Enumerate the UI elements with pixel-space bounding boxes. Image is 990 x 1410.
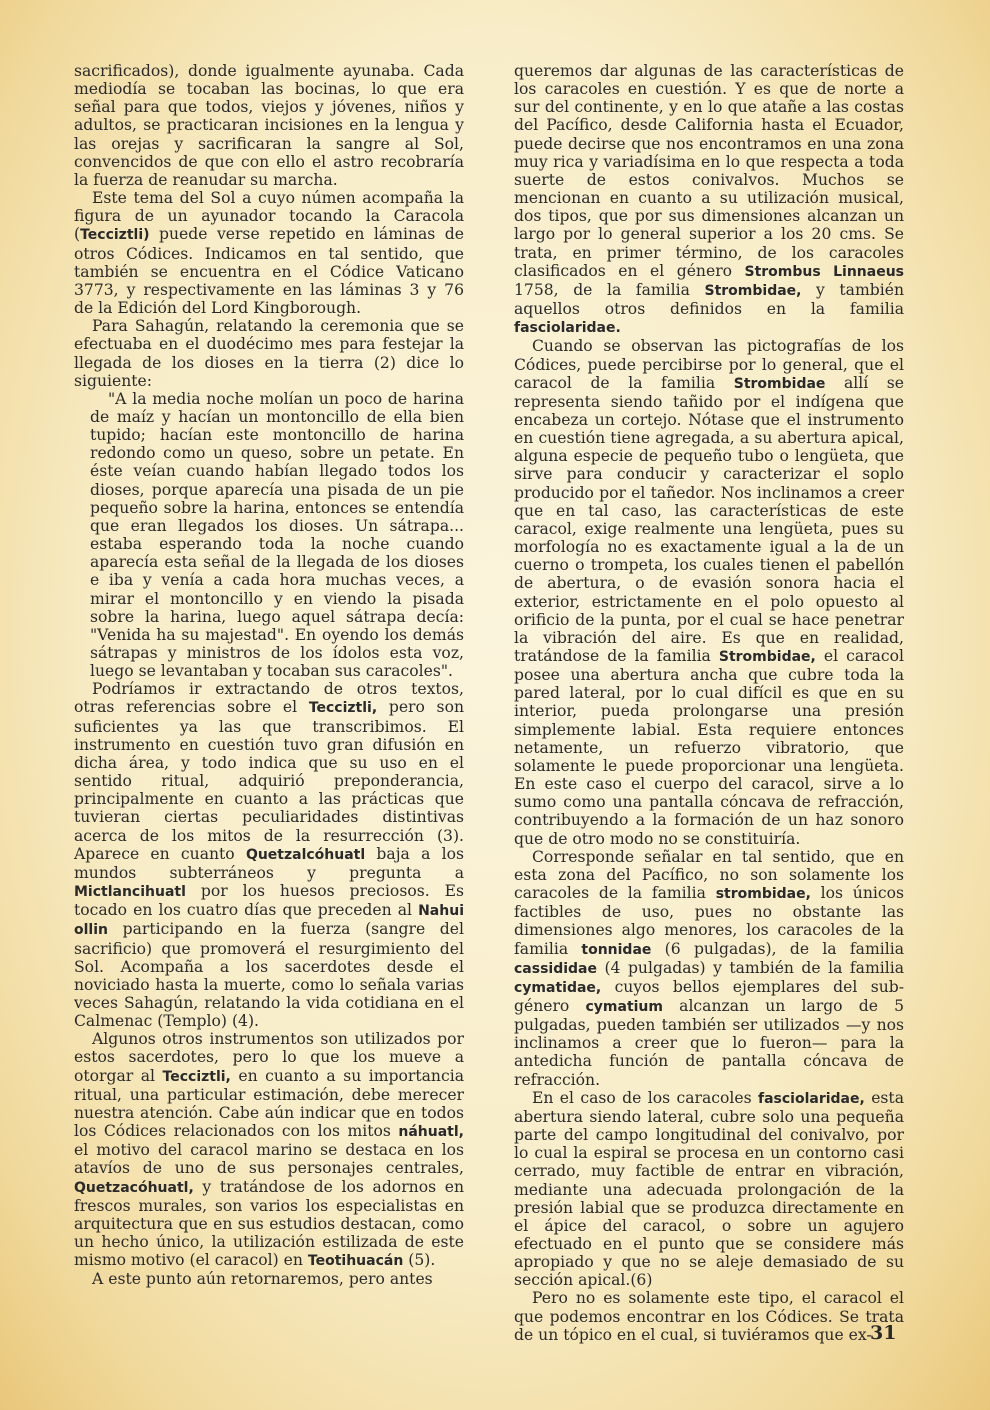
- text-run: Este tema del Sol a cuyo númen acompaña la figura de un ayunador tocando la Caracola (: [74, 189, 464, 244]
- emphasis-term: Strombus Linnaeus: [744, 263, 904, 280]
- text-run: pero son suficientes ya las que transcribimos. El instrumento en cuestión tuvo gran difusión en dicha área, y todo indica que su uso en el sentido ritual, adquirió preponderancia, principalmente en cuanto a las prácticas que tuvieran ciertas peculiaridades distintivas acerca de los mitos de la resurrección (3). Aparece en cuanto: [74, 698, 464, 863]
- text-run: (6 pulgadas), de la familia: [651, 939, 904, 958]
- text-run: Podríamos ir extractando de otros textos, otras referencias sobre el: [74, 680, 464, 717]
- page-number: 31: [870, 1322, 897, 1344]
- emphasis-term: fasciolaridae,: [758, 1090, 865, 1107]
- emphasis-term: Quetzalcóhuatl: [245, 846, 366, 863]
- text-run: esta abertura siendo lateral, cubre solo una pequeña parte del campo longitudinal del conivalvo, por lo cual la espiral se procesa en un contorno casi cerrado, muy factible de entrar en vibración, mediante una adecuada prolongación de la presión labial que se produzca directamente en el ápice del caracol, o sobre un agujero efectuado en el punto que se considere más apropiado y que no se aleje demasiado de su sección apical.(6): [514, 1088, 904, 1290]
- emphasis-term: strombidae,: [715, 886, 811, 903]
- emphasis-term: cymatium: [585, 998, 663, 1015]
- emphasis-term: Strombidae,: [704, 282, 802, 299]
- text-run: y tratándose de los adornos en frescos murales, son varios los especialistas en arquitectura que en sus estudios destacan, como un hecho único, la utilización estilizada de este mismo motivo (el caracol) en: [74, 1177, 464, 1270]
- text-run: baja a los mundos subterráneos y pregunta a: [74, 844, 464, 882]
- text-run: alcanzan un largo de 5 pulgadas, pueden también ser utilizados —y nos inclinamos a creer que lo fueron— para la antedicha función de pantalla cóncava de refracción.: [514, 996, 905, 1089]
- paragraph: [74, 1030, 464, 1270]
- emphasis-term: cymatidae,: [514, 979, 602, 996]
- emphasis-term: Teotihuacán: [307, 1253, 404, 1270]
- emphasis-term: náhuatl,: [398, 1124, 464, 1141]
- paragraph: [514, 1089, 904, 1290]
- text-run: por los huesos preciosos. Es tocado en los cuatro días que preceden al: [74, 882, 464, 920]
- text-run: Algunos otros instrumentos son utilizados por estos sacerdotes, pero lo que los mueve a otorgar al: [74, 1030, 464, 1085]
- text-run: en cuanto a su importancia ritual, una particular estimación, debe merecer nuestra atención. Cabe aún indicar que en todos los Códices relacionados con los mitos: [74, 1066, 464, 1141]
- text-run: los únicos factibles de uso, pues no obstante las dimensiones algo menores, los caracoles de la familia: [514, 884, 904, 958]
- paragraph: [514, 1289, 904, 1343]
- emphasis-term: Tecciztli,: [162, 1068, 231, 1085]
- text-run: queremos dar algunas de las características de los caracoles en cuestión. Y es que de norte a sur del continente, y en lo que atañe a las costas del Pacífico, desde California hasta el Ecuador, puede decirse que nos encontramos en una zona muy rica y variadísima en lo que respecta a toda suerte de estos conivalvos. Muchos se mencionan en cuanto a su utilización musical, dos tipos, que por sus dimensiones alcanzan un largo por lo general superior a los 20 cms. Se trata, en primer término, de los caracoles clasificados en el género: [514, 62, 904, 280]
- emphasis-term: cassididae: [514, 960, 597, 977]
- text-run: sacrificados), donde igualmente ayunaba. Cada mediodía se tocaban las bocinas, lo que era señal para que todos, viejos y jóvenes, niños y adultos, se practicaran incisiones en la lengua y las orejas y sacrificaran la sangre al Sol, convencidos de que con ello el astro recobraría la fuerza de reanudar su marcha.: [74, 62, 464, 189]
- paragraph: [74, 1270, 464, 1288]
- text-run: Corresponde señalar en tal sentido, que en esta zona del Pacífico, no son solamente los caracoles de la familia: [514, 847, 904, 903]
- paragraph: [514, 848, 904, 1089]
- paragraph: [514, 62, 904, 337]
- paragraph: [74, 680, 464, 1030]
- text-run: "A la media noche molían un poco de harina de maíz y hacían un montoncillo de ella bien tupido; hacían este montoncillo de harina redondo como un queso, sobre un petate. En éste veían cuando habían llegado todos los dioses, porque aparecía una pisada de un pie pequeño sobre la harina, entonces se entendía que eran llegados los dioses. Un sátrapa... estaba esperando toda la noche cuando aparecía esta señal de la llegada de los dioses e iba y venía a cada hora muchas veces, a mirar el montoncillo y en viendo la pisada sobre la harina, luego aquel sátrapa decía: "Venida ha su majestad". En oyendo los demás sátrapas y ministros de los ídolos esta voz, luego se levantaban y tocaban sus caracoles".: [90, 389, 464, 681]
- emphasis-term: Strombidae: [733, 375, 826, 392]
- text-run: el motivo del caracol marino se destaca en los atavíos de uno de sus personajes centrales,: [74, 1141, 464, 1178]
- right-column: [514, 62, 904, 1344]
- emphasis-term: tonnidae: [581, 941, 652, 958]
- paragraph: [74, 317, 464, 390]
- text-run: el caracol posee una abertura ancha que cubre toda la pared lateral, por lo cual difícil es que en su interior, pueda prolongarse una presión simplemente labial. Esta requiere entonces netamente, un refuerzo vibratorio, que solamente le puede proporcionar una lengüeta. En este caso el cuerpo del caracol, sirve a lo sumo como una pantalla cóncava de refracción, contribuyendo a la formación de un haz sonoro que de otro modo no se constituiría.: [514, 647, 904, 848]
- paragraph: [514, 337, 904, 847]
- emphasis-term: Tecciztli): [80, 227, 150, 244]
- text-run: A este punto aún retornaremos, pero antes: [92, 1270, 433, 1289]
- emphasis-term: Mictlancihuatl: [74, 884, 186, 901]
- text-run: puede verse repetido en láminas de otros Códices. Indicamos en tal sentido, que también se encuentra en el Códice Vaticano 3773, y respectivamente en las láminas 3 y 76 de la Edición del Lord Kingborough.: [74, 225, 464, 318]
- text-run: Cuando se observan las pictografías de los Códices, puede percibirse por lo general, que el caracol de la familia: [514, 337, 904, 392]
- text-run: y también aquellos otros definidos en la familia: [514, 280, 904, 319]
- paragraph: [74, 62, 464, 189]
- emphasis-term: Strombidae,: [718, 649, 816, 665]
- block-quote: [74, 390, 464, 681]
- text-run: 1758, de la familia: [514, 280, 705, 299]
- text-run: En el caso de los caracoles: [532, 1088, 758, 1107]
- text-run: (4 pulgadas) y también de la familia: [597, 958, 904, 977]
- emphasis-term: Nahui ollin: [74, 903, 464, 939]
- left-column: [74, 62, 464, 1288]
- paragraph: [74, 189, 464, 317]
- text-run: allí se representa siendo tañido por el indígena que encabeza un cortejo. Nótase que el instrumento en cuestión tiene agregada, a su abertura apical, alguna especie de pequeño tubo o lengüeta, que sirve para conducir y caracterizar el soplo producido por el tañedor. Nos inclinamos a creer que en tal caso, las características de este caracol, exige realmente una lengüeta, pues su morfología no es exactamente igual a la de un cuerno o trompeta, los cuales tienen el pabellón de abertura, o de evasión sonora hacia el exterior, estrictamente en el polo opuesto al orificio de la punta, por el cual se hace penetrar la vibración del aire. Es que en realidad, tratándose de la familia: [514, 373, 905, 665]
- text-run: participando en la fuerza (sangre del sacrificio) que promoverá el resurgimiento del Sol. Acompaña a los sacerdotes desde el noviciado hasta la muerte, como lo señala varias veces Sahagún, relatando la vida cotidiana en el Calmenac (Templo) (4).: [74, 920, 464, 1031]
- text-run: Para Sahagún, relatando la ceremonia que se efectuaba en el duodécimo mes para festejar la llegada de los dioses en la tierra (2) dice lo siguiente:: [74, 317, 464, 390]
- emphasis-term: fasciolaridae.: [514, 320, 621, 337]
- text-run: (5).: [403, 1251, 436, 1270]
- text-run: Pero no es solamente este tipo, el caracol el que podemos encontrar en los Códices. Se trata de un tópico en el cual, si tuviéramos que ex-: [514, 1289, 904, 1344]
- text-run: cuyos bellos ejemplares del sub-género: [514, 977, 904, 1015]
- emphasis-term: Quetzacóhuatl,: [74, 1179, 194, 1196]
- emphasis-term: Tecciztli,: [308, 700, 378, 717]
